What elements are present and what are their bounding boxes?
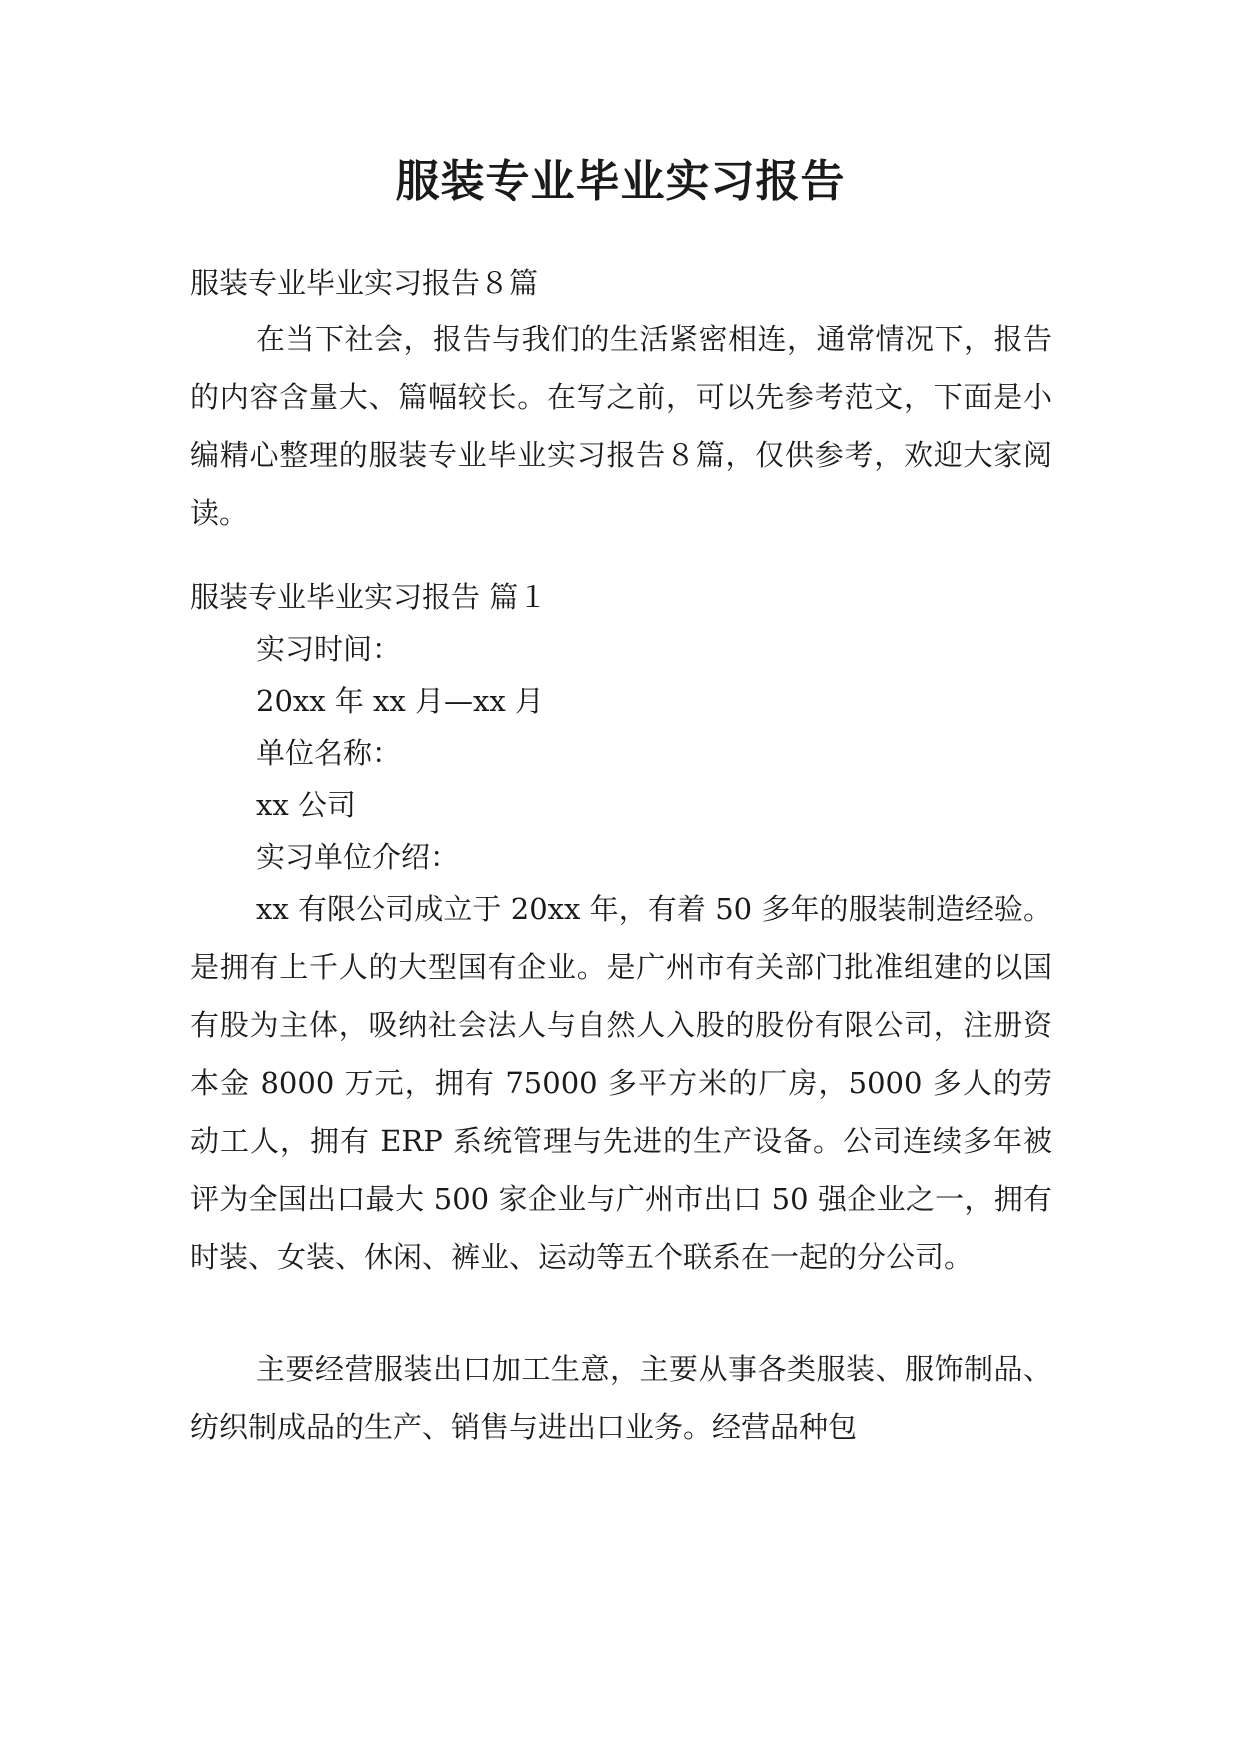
internship-time-value: 20xx 年 xx 月—xx 月 [256, 684, 544, 718]
company-paragraph [190, 880, 1052, 1286]
unit-name-value: xx 公司 [256, 788, 356, 822]
section-heading: 服装专业毕业实习报告 篇１ [190, 580, 548, 614]
company-text: xx 有限公司成立于 20xx 年，有着 50 多年的服装制造经验。是拥有上千人的大型国有企业。是广州市有关部门批准组建的以国有股为主体，吸纳社会法人与自然人入股的股份有限公司，注册资本金 8000 万元，拥有 75000 多平方米的厂房，5000 多人的劳动工人，拥有 ERP 系统管理与先进的生产设备。公司连续多年被评为全国出口最大 500 家企业与广州市出口 50 强企业之一，拥有时装、女装、休闲、裤业、运动等五个联系在一起的分公司。 [190, 892, 1052, 1274]
document-subtitle: 服装专业毕业实习报告８篇 [190, 266, 539, 300]
unit-name-label: 单位名称： [256, 736, 402, 770]
document-title: 服装专业毕业实习报告 [395, 156, 846, 207]
business-paragraph [190, 1340, 1052, 1456]
intro-text: 在当下社会，报告与我们的生活紧密相连，通常情况下，报告的内容含量大、篇幅较长。在写之前，可以先参考范文，下面是小编精心整理的服装专业毕业实习报告８篇，仅供参考，欢迎大家阅读。 [190, 322, 1052, 530]
internship-time-label: 实习时间： [256, 632, 402, 666]
unit-intro-label: 实习单位介绍： [256, 840, 460, 874]
business-text: 主要经营服装出口加工生意，主要从事各类服装、服饰制品、纺织制成品的生产、销售与进出口业务。经营品种包 [190, 1352, 1052, 1444]
intro-paragraph [190, 310, 1052, 542]
